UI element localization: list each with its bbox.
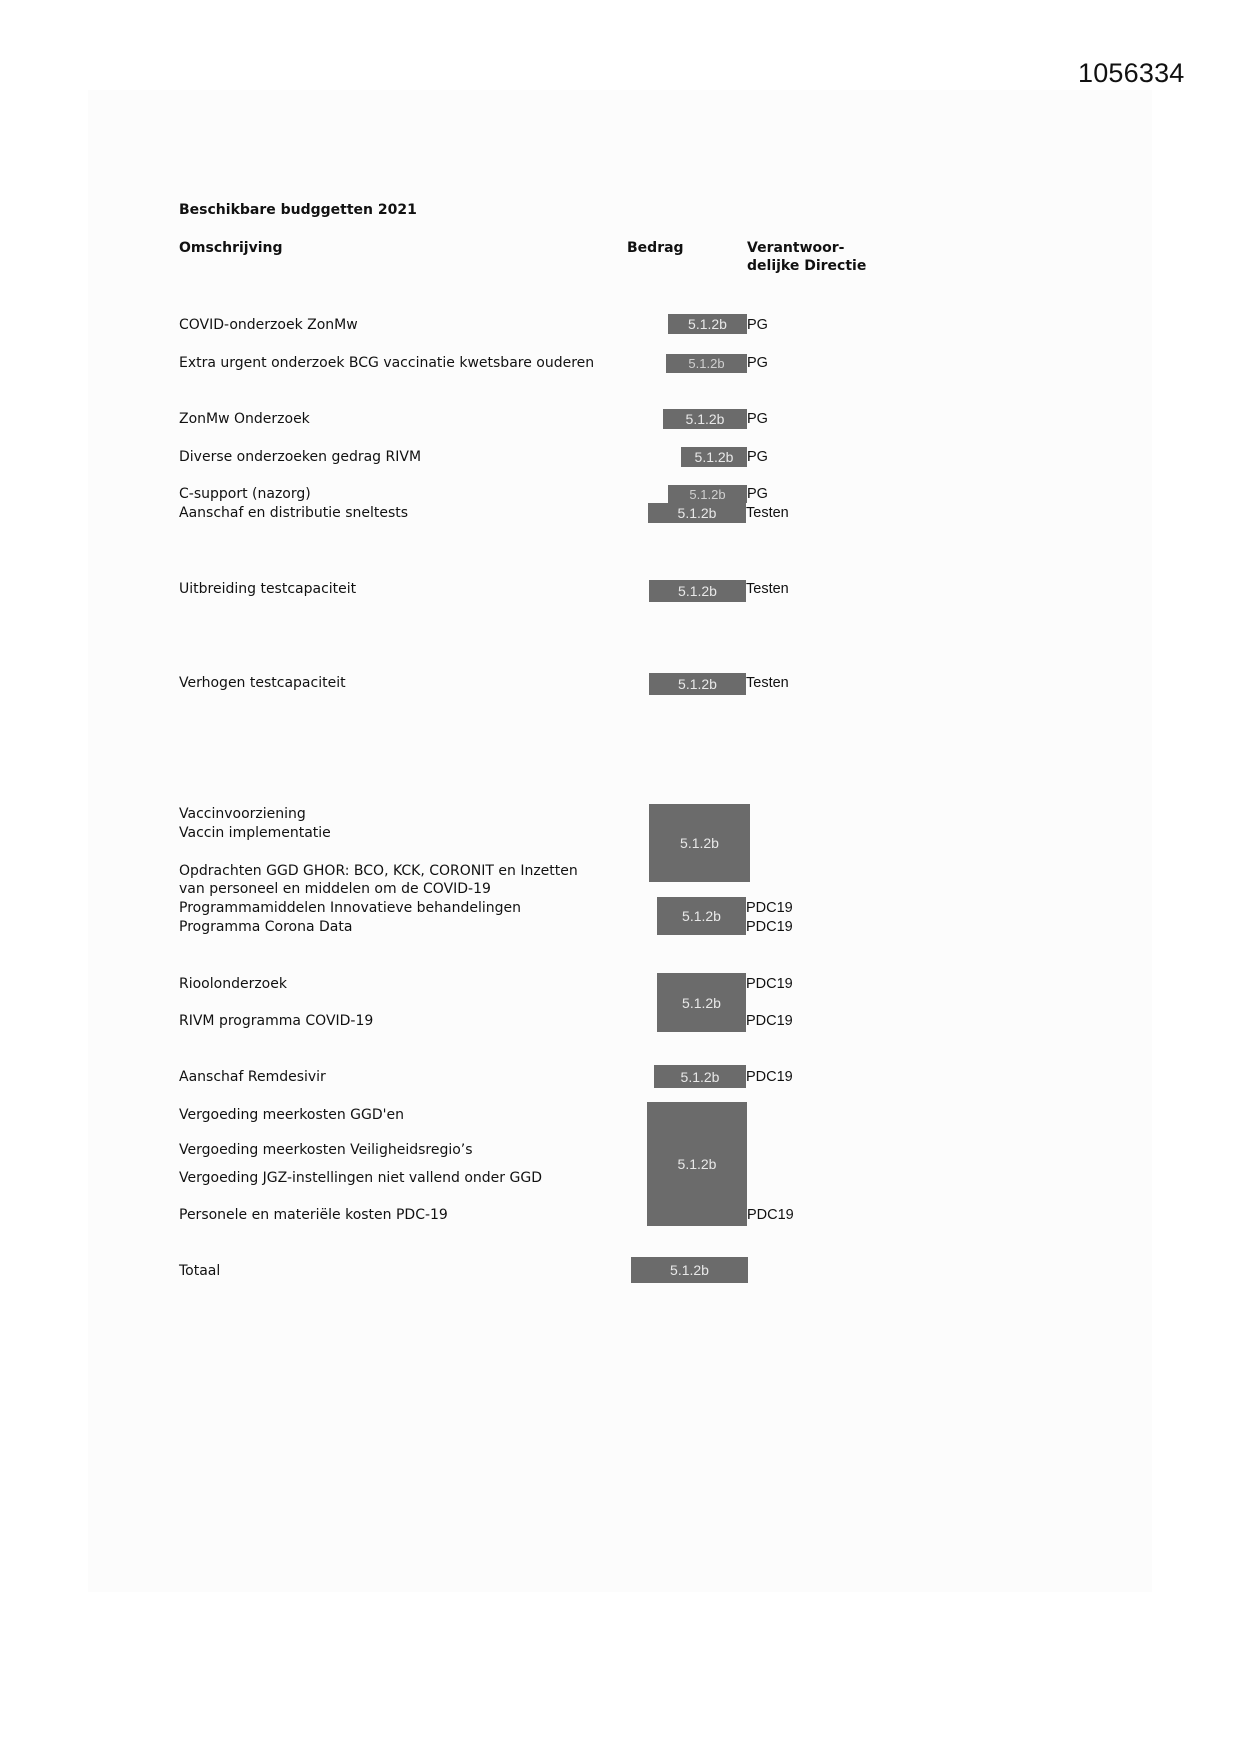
row-description: Rioolonderzoek xyxy=(179,976,287,992)
document-id: 1056334 xyxy=(1078,58,1185,88)
row-description: Vergoeding meerkosten GGD'en xyxy=(179,1107,404,1123)
row-description: Extra urgent onderzoek BCG vaccinatie kwetsbare ouderen xyxy=(179,355,595,371)
column-header-directorate-line2: delijke Directie xyxy=(747,258,867,274)
row-directorate: PDC19 xyxy=(747,1207,794,1223)
row-directorate: Testen xyxy=(746,505,789,521)
row-description: Vergoeding JGZ-instellingen niet vallend onder GGD xyxy=(179,1170,542,1186)
row-directorate: PDC19 xyxy=(746,1069,793,1085)
redacted-amount: 5.1.2b xyxy=(649,673,746,695)
redacted-amount: 5.1.2b xyxy=(681,447,747,467)
row-directorate: PG xyxy=(747,317,768,333)
row-directorate: PG xyxy=(747,355,768,371)
row-directorate: PG xyxy=(747,486,768,502)
page-title: Beschikbare budggetten 2021 xyxy=(179,202,417,218)
redacted-amount: 5.1.2b xyxy=(666,354,747,373)
column-header-description: Omschrijving xyxy=(179,240,283,256)
row-description: Programmamiddelen Innovatieve behandelingen xyxy=(179,900,522,916)
row-description: C-support (nazorg) xyxy=(179,486,311,502)
row-directorate: PDC19 xyxy=(746,1013,793,1029)
row-description: Verhogen testcapaciteit xyxy=(179,675,346,691)
row-description: Opdrachten GGD GHOR: BCO, KCK, CORONIT en Inzetten xyxy=(179,863,578,879)
redacted-amount: 5.1.2b xyxy=(649,580,746,602)
row-description: Aanschaf en distributie sneltests xyxy=(179,505,409,521)
row-description: Vaccin implementatie xyxy=(179,825,331,841)
row-directorate: Testen xyxy=(746,675,789,691)
row-description: Diverse onderzoeken gedrag RIVM xyxy=(179,449,422,465)
row-description: Vergoeding meerkosten Veiligheidsregio’s xyxy=(179,1142,473,1158)
row-directorate: PG xyxy=(747,411,768,427)
redacted-amount: 5.1.2b xyxy=(663,409,747,429)
redacted-amount: 5.1.2b xyxy=(647,1102,747,1226)
redacted-amount: 5.1.2b xyxy=(657,897,746,935)
row-description: Personele en materiële kosten PDC-19 xyxy=(179,1207,448,1223)
row-directorate: PG xyxy=(747,449,768,465)
row-directorate: PDC19 xyxy=(746,919,793,935)
row-description: van personeel en middelen om de COVID-19 xyxy=(179,881,491,897)
row-description: Programma Corona Data xyxy=(179,919,353,935)
row-description: Uitbreiding testcapaciteit xyxy=(179,581,357,597)
row-description: ZonMw Onderzoek xyxy=(179,411,310,427)
column-header-amount: Bedrag xyxy=(627,240,684,256)
redacted-amount: 5.1.2b xyxy=(654,1065,746,1088)
row-directorate: Testen xyxy=(746,581,789,597)
row-description: Vaccinvoorziening xyxy=(179,806,306,822)
redacted-amount: 5.1.2b xyxy=(668,314,747,334)
redacted-amount: 5.1.2b xyxy=(657,973,746,1032)
row-description: COVID-onderzoek ZonMw xyxy=(179,317,358,333)
redacted-amount: 5.1.2b xyxy=(668,485,747,503)
redacted-amount: 5.1.2b xyxy=(648,503,746,523)
row-description: RIVM programma COVID-19 xyxy=(179,1013,374,1029)
redacted-total: 5.1.2b xyxy=(631,1257,748,1283)
row-directorate: PDC19 xyxy=(746,900,793,916)
column-header-directorate: Verantwoor- xyxy=(747,240,845,256)
redacted-amount: 5.1.2b xyxy=(649,804,750,882)
row-directorate: PDC19 xyxy=(746,976,793,992)
row-description: Aanschaf Remdesivir xyxy=(179,1069,326,1085)
total-label: Totaal xyxy=(179,1263,221,1279)
